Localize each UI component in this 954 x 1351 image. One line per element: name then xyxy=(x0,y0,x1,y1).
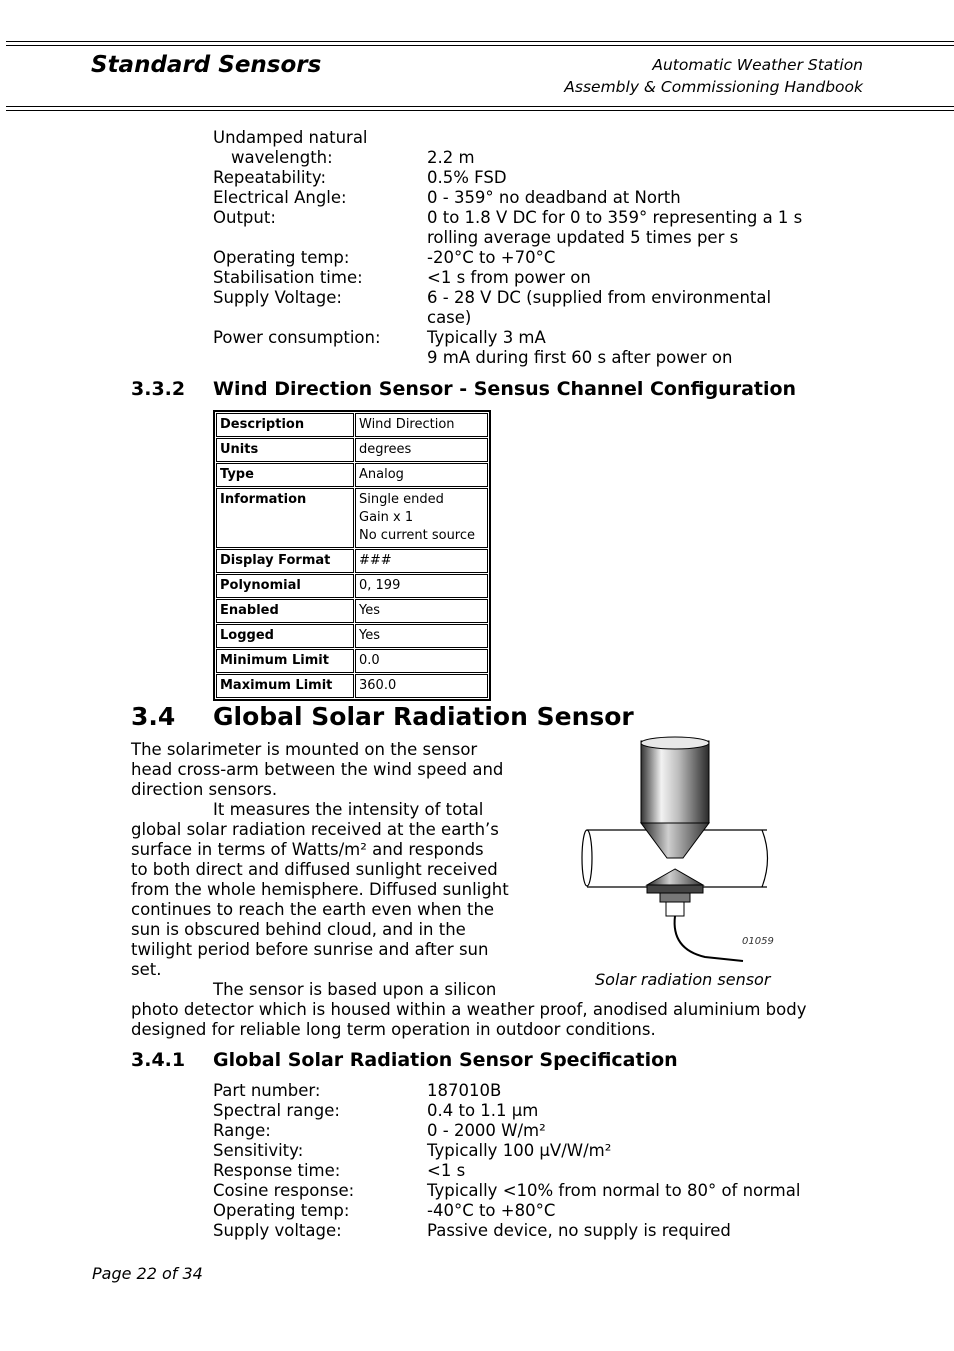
section-number: 3.3.2 xyxy=(131,378,186,400)
section-title: Global Solar Radiation Sensor xyxy=(213,702,634,731)
spec-label: Sensitivity: xyxy=(213,1141,304,1160)
cross-arm-right-end xyxy=(762,830,768,887)
spec-value: 0.5% FSD xyxy=(427,168,507,187)
channel-config-table xyxy=(213,410,491,701)
spec-label: Response time: xyxy=(213,1161,341,1180)
figure-code: 01059 xyxy=(742,936,774,947)
sensor-dome xyxy=(641,737,709,749)
spec-value: 187010B xyxy=(427,1081,502,1100)
text-line: The sensor is based upon a silicon xyxy=(213,980,497,999)
spec-label: Range: xyxy=(213,1121,271,1140)
sensor-body xyxy=(641,741,709,823)
config-value: Analog xyxy=(355,463,488,487)
spec-value: <1 s xyxy=(427,1161,466,1180)
spec-value: <1 s from power on xyxy=(427,268,591,287)
config-key: Polynomial xyxy=(216,574,354,598)
text-line: photo detector which is housed within a weather proof, anodised aluminium body xyxy=(131,1000,807,1019)
table-row xyxy=(216,649,488,673)
page-number: Page 22 of 34 xyxy=(92,1264,203,1283)
config-key: Description xyxy=(216,413,354,437)
sensor-cone-upper xyxy=(641,823,709,858)
header-rule-top-1 xyxy=(6,41,954,42)
spec-value: Passive device, no supply is required xyxy=(427,1221,731,1240)
paragraph xyxy=(131,980,821,1040)
table-row xyxy=(216,549,488,573)
text-line: designed for reliable long term operation in outdoor conditions. xyxy=(131,1020,656,1039)
config-value: Yes xyxy=(355,599,488,623)
config-value-line: Single ended xyxy=(359,492,444,507)
text-line: to both direct and diffused sunlight received xyxy=(131,860,498,879)
spec-label: Supply Voltage: xyxy=(213,288,342,307)
header-subtitle xyxy=(564,54,863,98)
header-title: Standard Sensors xyxy=(91,52,322,78)
config-value: Wind Direction xyxy=(355,413,488,437)
spec-value: Typically <10% from normal to 80° of normal xyxy=(427,1181,801,1200)
config-key: Maximum Limit xyxy=(216,674,354,698)
text-line: head cross-arm between the wind speed and xyxy=(131,760,504,779)
mount-nut xyxy=(660,893,690,902)
spec-label: Spectral range: xyxy=(213,1101,340,1120)
spec-value: 2.2 m xyxy=(427,148,475,167)
text-line: direction sensors. xyxy=(131,780,278,799)
cross-arm-left-end xyxy=(582,830,592,886)
spec-value: 0.4 to 1.1 µm xyxy=(427,1101,539,1120)
spec-value: -40°C to +80°C xyxy=(427,1201,556,1220)
config-value: degrees xyxy=(355,438,488,462)
spec-value: 6 - 28 V DC (supplied from environmental xyxy=(427,288,772,307)
header-rule-top-2 xyxy=(6,45,954,46)
spec-value: 0 - 2000 W/m² xyxy=(427,1121,546,1140)
config-key: Logged xyxy=(216,624,354,648)
text-line: continues to reach the earth even when the xyxy=(131,900,495,919)
text-line: twilight period before sunrise and after sun xyxy=(131,940,489,959)
config-key: Information xyxy=(216,488,354,548)
spec-value: 9 mA during first 60 s after power on xyxy=(427,348,733,367)
section-number: 3.4 xyxy=(131,702,176,731)
spec-label: wavelength: xyxy=(231,148,333,167)
section-title: Wind Direction Sensor - Sensus Channel Configuration xyxy=(213,378,797,400)
config-value: ### xyxy=(355,549,488,573)
header-rule-bottom-2 xyxy=(6,110,954,111)
config-value-line: No current source xyxy=(359,528,476,543)
spec-label: Supply voltage: xyxy=(213,1221,342,1240)
config-key: Display Format xyxy=(216,549,354,573)
spec-value: Typically 3 mA xyxy=(427,328,546,347)
text-line: It measures the intensity of total xyxy=(213,800,484,819)
config-value: 360.0 xyxy=(355,674,488,698)
spec-value: -20°C to +70°C xyxy=(427,248,556,267)
spec-label: Undamped natural xyxy=(213,128,368,147)
solar-radiation-sensor-illustration xyxy=(575,735,785,965)
table-row xyxy=(216,574,488,598)
table-row xyxy=(216,624,488,648)
table-row xyxy=(216,599,488,623)
config-value: 0, 199 xyxy=(355,574,488,598)
section-number: 3.4.1 xyxy=(131,1049,186,1071)
sensor-cone-lower xyxy=(647,869,703,885)
spec-label: Operating temp: xyxy=(213,1201,350,1220)
header-subtitle-line2: Assembly & Commissioning Handbook xyxy=(564,78,863,96)
table-row xyxy=(216,463,488,487)
text-line: sun is obscured behind cloud, and in the xyxy=(131,920,466,939)
sensor-cable xyxy=(675,916,743,961)
spec-label: Repeatability: xyxy=(213,168,327,187)
spec-label: Power consumption: xyxy=(213,328,381,347)
text-line: set. xyxy=(131,960,162,979)
spec-value: case) xyxy=(427,308,472,327)
spec-label: Cosine response: xyxy=(213,1181,355,1200)
spec-value: Typically 100 µV/W/m² xyxy=(427,1141,612,1160)
section-title: Global Solar Radiation Sensor Specification xyxy=(213,1049,678,1071)
spec-label: Part number: xyxy=(213,1081,321,1100)
spec-label: Output: xyxy=(213,208,276,227)
mount-gland xyxy=(666,902,684,916)
config-value xyxy=(355,488,488,548)
mount-base xyxy=(647,885,703,893)
config-key: Type xyxy=(216,463,354,487)
config-value: Yes xyxy=(355,624,488,648)
table-row xyxy=(216,413,488,437)
header-rule-bottom-1 xyxy=(6,106,954,107)
figure-caption: Solar radiation sensor xyxy=(595,970,771,989)
config-key: Enabled xyxy=(216,599,354,623)
table-row xyxy=(216,674,488,698)
spec-label: Electrical Angle: xyxy=(213,188,347,207)
config-value-line: Gain x 1 xyxy=(359,510,414,525)
text-line: The solarimeter is mounted on the sensor xyxy=(131,740,478,759)
spec-label: Operating temp: xyxy=(213,248,350,267)
text-line: surface in terms of Watts/m² and responds xyxy=(131,840,484,859)
config-value: 0.0 xyxy=(355,649,488,673)
header-subtitle-line1: Automatic Weather Station xyxy=(652,56,863,74)
spec-value: 0 to 1.8 V DC for 0 to 359° representing a 1 s xyxy=(427,208,803,227)
spec-value: rolling average updated 5 times per s xyxy=(427,228,739,247)
spec-value: 0 - 359° no deadband at North xyxy=(427,188,681,207)
table-row xyxy=(216,488,488,548)
config-key: Minimum Limit xyxy=(216,649,354,673)
table-row xyxy=(216,438,488,462)
config-key: Units xyxy=(216,438,354,462)
spec-label: Stabilisation time: xyxy=(213,268,363,287)
text-line: from the whole hemisphere. Diffused sunlight xyxy=(131,880,509,899)
text-line: global solar radiation received at the earth’s xyxy=(131,820,499,839)
